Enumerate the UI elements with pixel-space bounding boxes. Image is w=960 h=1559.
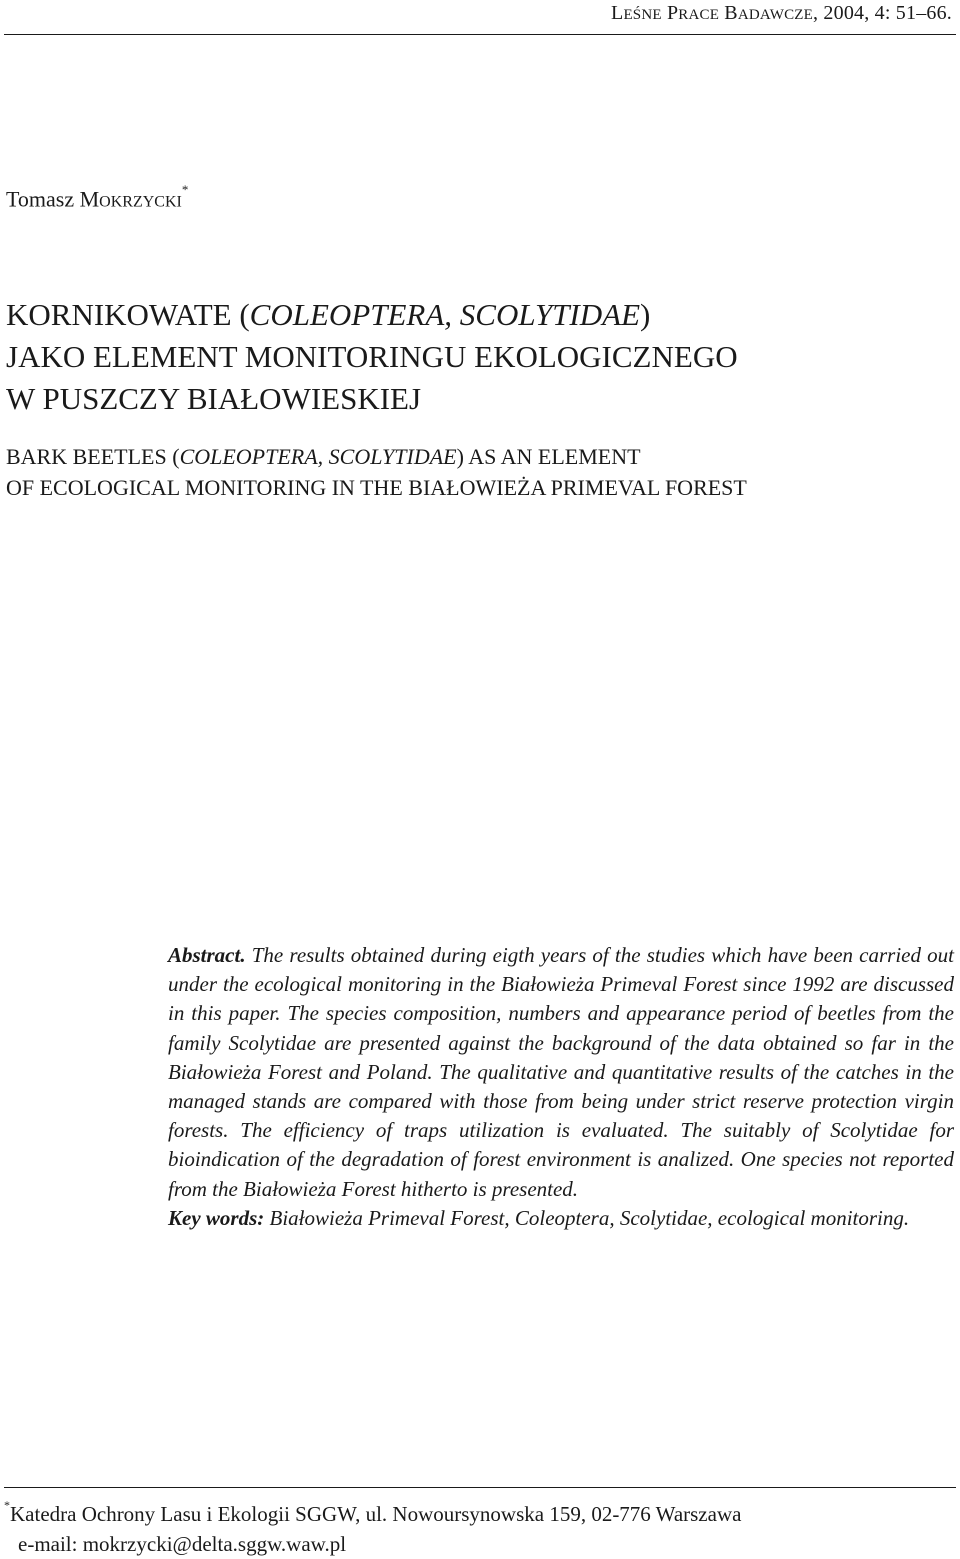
journal-initial-b: B bbox=[724, 2, 738, 24]
journal-word-lesne: EŚNE bbox=[623, 7, 662, 23]
title-english-line-1 bbox=[6, 441, 747, 472]
author-last-initial: M bbox=[79, 186, 100, 212]
keywords-label: Key words: bbox=[168, 1205, 265, 1230]
footnote-rule bbox=[4, 1487, 956, 1488]
footnote-email: e-mail: mokrzycki@delta.sggw.waw.pl bbox=[18, 1532, 347, 1556]
footnote-affiliation-line bbox=[4, 1494, 741, 1529]
journal-citation: , 2004, 4: 51–66. bbox=[813, 2, 952, 24]
journal-initial-p: P bbox=[666, 2, 679, 24]
abstract-label: Abstract. bbox=[168, 943, 246, 967]
title-polish-taxon: COLEOPTERA, SCOLYTIDAE bbox=[249, 297, 641, 332]
journal-header bbox=[611, 2, 952, 25]
author-last-name: OKRZYCKI bbox=[99, 193, 182, 211]
keywords-text: Białowieża Primeval Forest, Coleoptera, Scolytidae, ecological monitoring. bbox=[264, 1205, 910, 1230]
header-rule bbox=[4, 34, 956, 35]
footnote-affiliation: Katedra Ochrony Lasu i Ekologii SGGW, ul. Nowoursynowska 159, 02-776 Warszawa bbox=[10, 1502, 742, 1526]
title-english-taxon: COLEOPTERA, SCOLYTIDAE bbox=[179, 444, 457, 469]
abstract-text: The results obtained during eigth years of the studies which have been carried out under the ecological monitoring in the Białowieża Primeval Forest since 1992 are discussed in this paper. The species composition, numbers and appearance period of beetles from the family Scolytidae are presented against the background of the data obtained so far in the Białowieża Forest and Poland. The qualitative and quantitative results of the catches in the managed stands are compared with those from being under strict reserve protection virgin forests. The efficiency of traps utilization is evaluated. The suitably of Scolytidae for bioindication of the degradation of forest environment is analized. One species not reported from the Białowieża Forest hitherto is presented. bbox=[168, 943, 954, 1201]
journal-word-prace: RACE bbox=[678, 7, 720, 23]
title-english-line-1-post: ) AS AN ELEMENT bbox=[456, 444, 641, 469]
title-polish-line-1-post: ) bbox=[640, 297, 651, 332]
title-polish-line-2: JAKO ELEMENT MONITORINGU EKOLOGICZNEGO bbox=[6, 339, 738, 374]
footnote bbox=[4, 1494, 741, 1559]
journal-initial-l: L bbox=[611, 2, 624, 24]
footnote-marker: * bbox=[4, 1498, 10, 1512]
title-polish bbox=[6, 294, 738, 420]
title-english-line-1-pre: BARK BEETLES ( bbox=[6, 444, 180, 469]
abstract bbox=[168, 941, 954, 1233]
author-line bbox=[6, 182, 189, 212]
title-english-line-2: OF ECOLOGICAL MONITORING IN THE BIAŁOWIEŻA PRIMEVAL FOREST bbox=[6, 475, 747, 500]
author-first-name: Tomasz bbox=[6, 186, 80, 212]
title-polish-line-3: W PUSZCZY BIAŁOWIESKIEJ bbox=[6, 381, 422, 416]
title-polish-line-1 bbox=[6, 294, 738, 336]
title-polish-line-1-pre: KORNIKOWATE ( bbox=[6, 297, 250, 332]
journal-word-badawcze: ADAWCZE bbox=[737, 7, 814, 23]
author-footnote-marker: * bbox=[181, 182, 189, 197]
title-english bbox=[6, 441, 747, 503]
